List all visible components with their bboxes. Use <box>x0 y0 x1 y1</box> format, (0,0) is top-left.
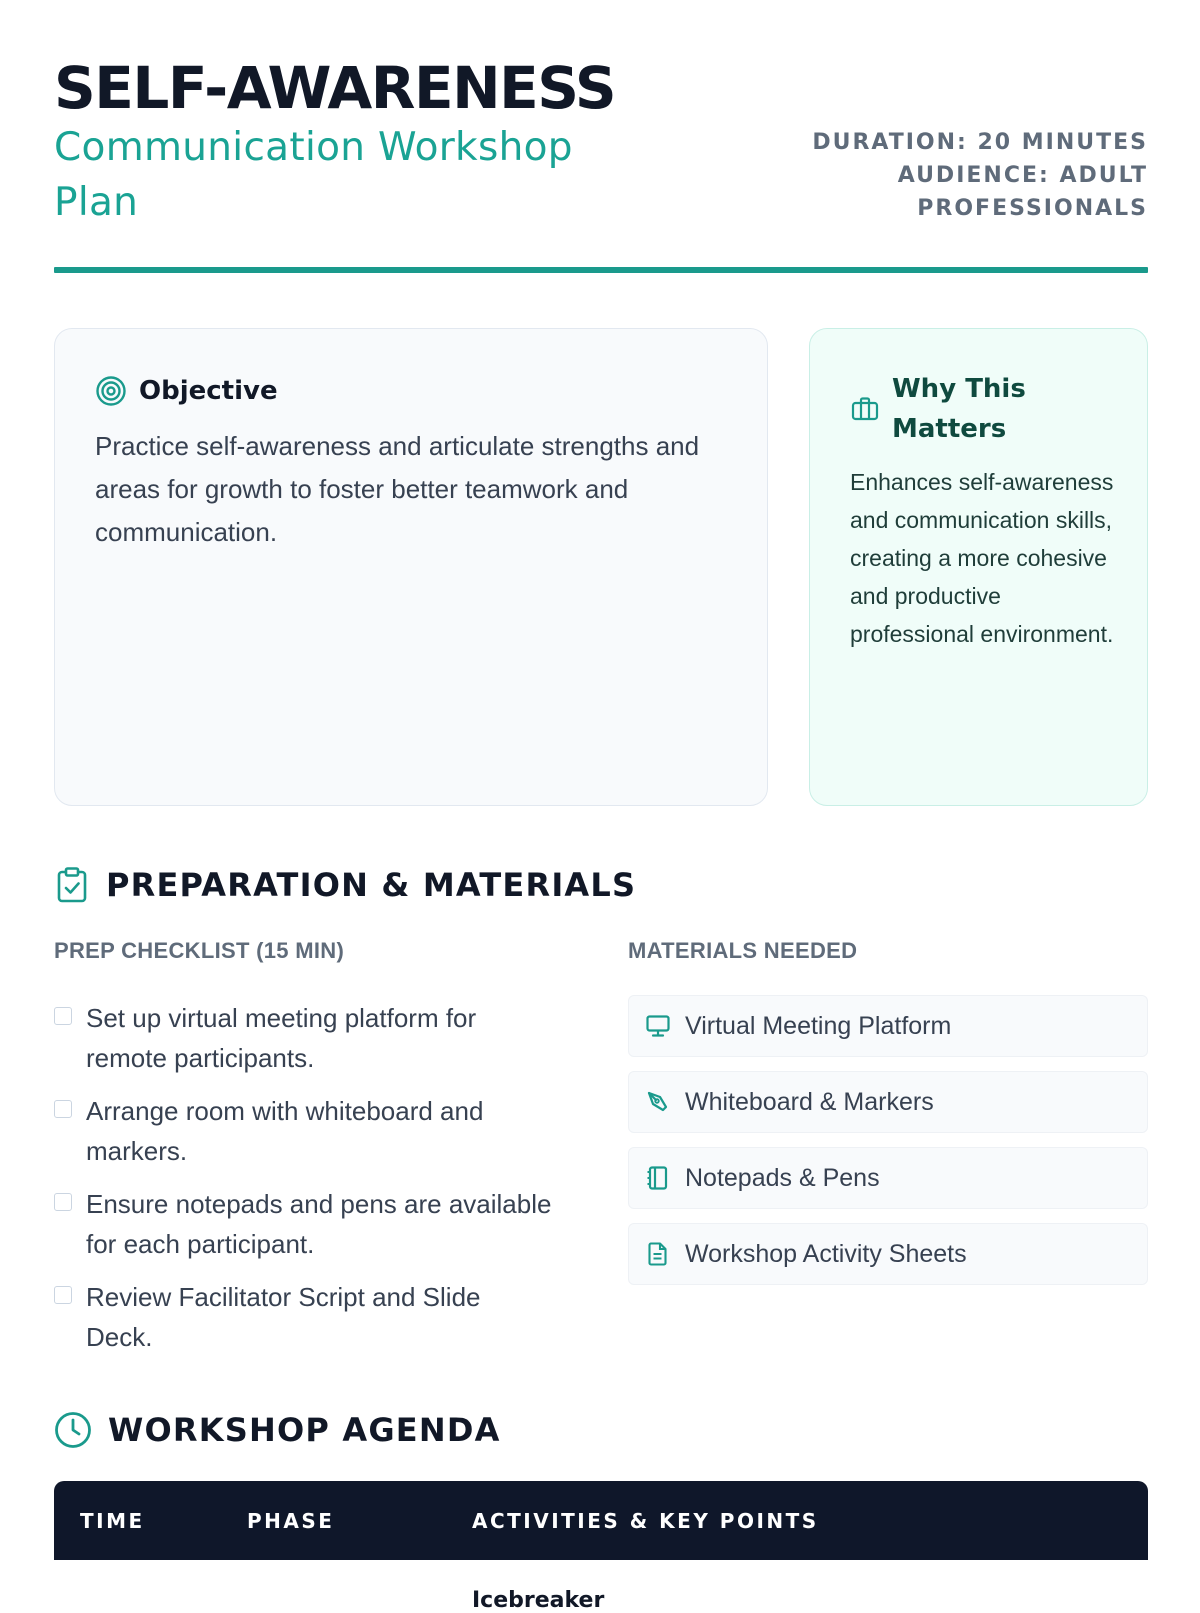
column-header-time: TIME <box>80 1509 145 1533</box>
target-icon <box>95 375 127 407</box>
file-text-icon <box>645 1241 671 1267</box>
workshop-plan-page <box>54 0 1148 1613</box>
agenda-table-header <box>54 1481 1148 1560</box>
workshop-meta <box>788 126 1148 225</box>
agenda-first-row-activity: Icebreaker <box>472 1588 605 1613</box>
column-header-phase: PHASE <box>247 1509 335 1533</box>
checklist-checkbox[interactable] <box>54 1100 72 1118</box>
materials-heading: MATERIALS NEEDED <box>628 938 858 963</box>
page-subtitle: Communication Workshop Plan <box>54 125 573 225</box>
agenda-heading <box>54 1411 501 1449</box>
why-card <box>809 328 1148 806</box>
agenda-title: WORKSHOP AGENDA <box>108 1411 501 1449</box>
objective-card <box>54 328 768 806</box>
checklist-checkbox[interactable] <box>54 1007 72 1025</box>
checklist-item-label: Review Facilitator Script and Slide Deck. <box>86 1282 481 1352</box>
preparation-heading <box>54 866 636 904</box>
checklist-item <box>54 1277 554 1357</box>
material-label: Workshop Activity Sheets <box>685 1239 967 1268</box>
material-item <box>628 1071 1148 1133</box>
column-header-activities: ACTIVITIES & KEY POINTS <box>472 1509 819 1533</box>
checklist-checkbox[interactable] <box>54 1286 72 1304</box>
briefcase-icon <box>850 394 880 424</box>
objective-title: Objective <box>139 376 278 406</box>
checklist-item <box>54 1184 554 1264</box>
notebook-icon <box>645 1165 671 1191</box>
material-label: Whiteboard & Markers <box>685 1087 934 1116</box>
checklist-item-label: Set up virtual meeting platform for remote participants. <box>86 1003 477 1073</box>
material-label: Notepads & Pens <box>685 1163 880 1192</box>
why-title: Why This Matters <box>892 374 1026 444</box>
materials-list <box>628 995 1148 1299</box>
preparation-title: PREPARATION & MATERIALS <box>106 866 637 904</box>
objective-header <box>95 371 278 411</box>
material-item <box>628 995 1148 1057</box>
pen-icon <box>645 1089 671 1115</box>
checklist-item-label: Ensure notepads and pens are available for each participant. <box>86 1189 552 1259</box>
material-item <box>628 1223 1148 1285</box>
clipboard-check-icon <box>54 866 90 904</box>
objective-text: Practice self-awareness and articulate strengths and areas for growth to foster better teamwork and communication. <box>95 431 700 547</box>
material-item <box>628 1147 1148 1209</box>
audience-label: AUDIENCE: ADULT PROFESSIONALS <box>897 163 1148 221</box>
checklist-item <box>54 1091 554 1171</box>
duration-label: DURATION: 20 MINUTES <box>812 130 1148 155</box>
checklist-checkbox[interactable] <box>54 1193 72 1211</box>
checklist-item <box>54 998 554 1078</box>
material-label: Virtual Meeting Platform <box>685 1011 952 1040</box>
why-text: Enhances self-awareness and communication skills, creating a more cohesive and productive professional environment. <box>850 469 1114 647</box>
page-title: SELF-AWARENESS <box>54 54 616 122</box>
header-divider <box>54 267 1148 273</box>
monitor-icon <box>645 1013 671 1039</box>
clock-icon <box>54 1411 92 1449</box>
prep-checklist <box>54 998 554 1370</box>
why-header <box>850 369 1072 449</box>
checklist-heading: PREP CHECKLIST (15 MIN) <box>54 938 345 963</box>
checklist-item-label: Arrange room with whiteboard and markers. <box>86 1096 484 1166</box>
